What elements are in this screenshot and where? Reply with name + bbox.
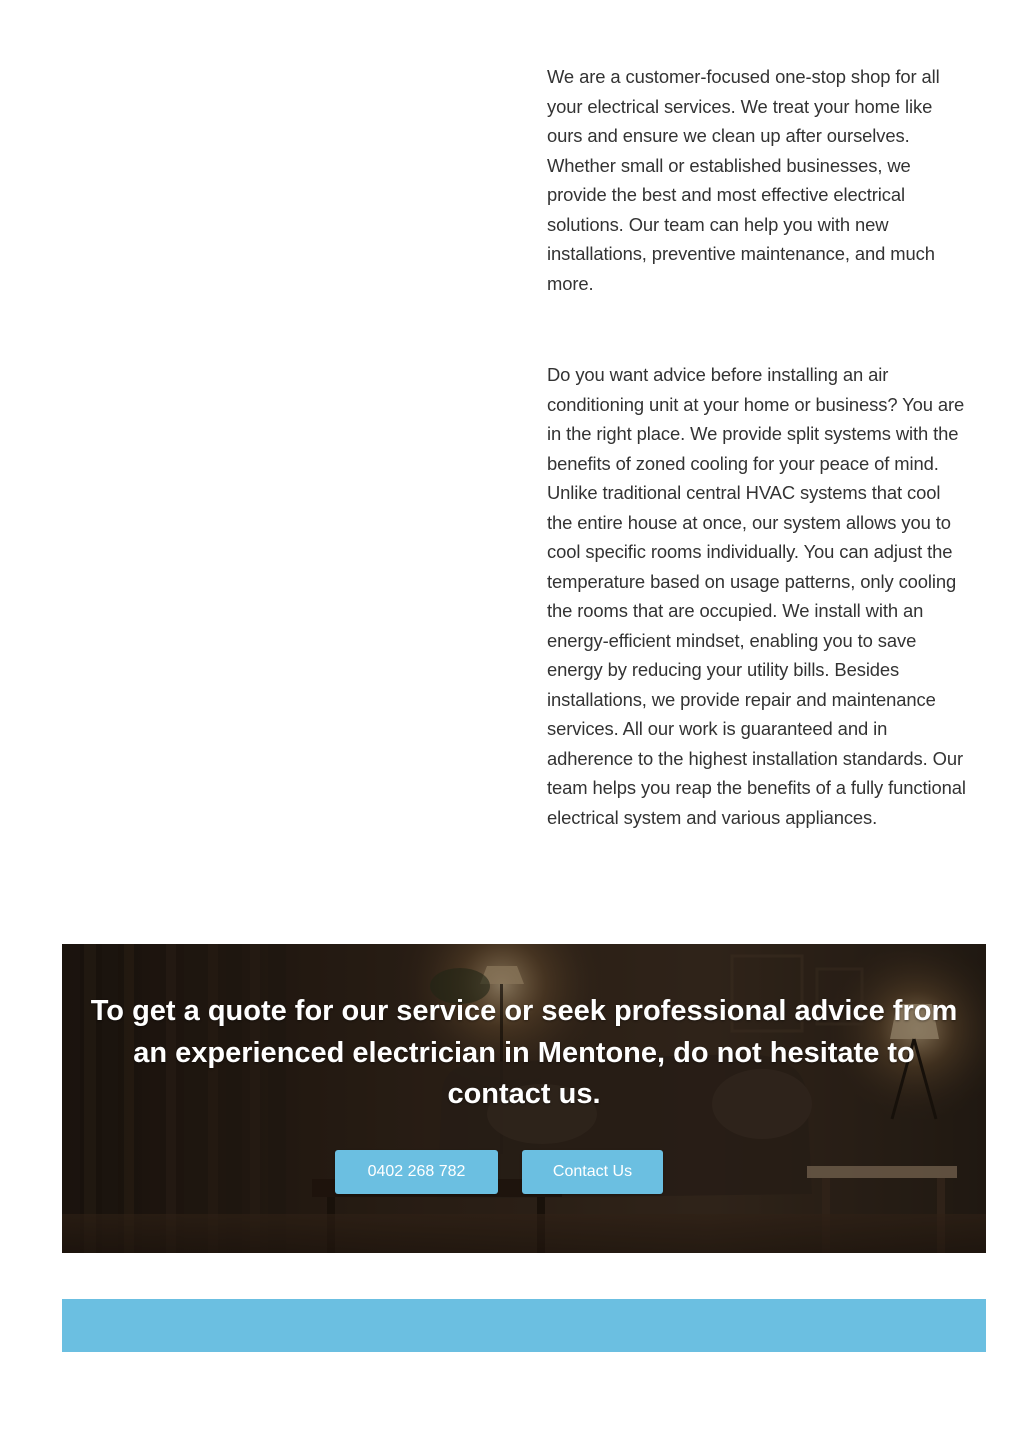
cta-heading: To get a quote for our service or seek professional advice from an experienced electrician in Mentone, do not hesitate to contact us.: [90, 995, 958, 1110]
intro-paragraph: We are a customer-focused one-stop shop for all your electrical services. We treat your home like ours and ensure we clean up after ourselves. Whether small or established businesses, we provide the best and most effective electrical solutions. Our team can help you with new installations, preventive maintenance, and much more.: [547, 66, 940, 294]
phone-button[interactable]: 0402 268 782: [335, 1150, 498, 1194]
cta-button-group: [62, 1150, 986, 1194]
contact-us-button[interactable]: Contact Us: [522, 1150, 663, 1194]
blue-footer-bar: [62, 1299, 986, 1352]
air-conditioning-paragraph: Do you want advice before installing an air conditioning unit at your home or business? You are in the right place. We provide split systems with the benefits of zoned cooling for your peace of mind. Unlike traditional central HVAC systems that cool the entire house at once, our system allows you to cool specific rooms individually. You can adjust the temperature based on usage patterns, only cooling the rooms that are occupied. We install with an energy-efficient mindset, enabling you to save energy by reducing your utility bills. Besides installations, we provide repair and maintenance services. All our work is guaranteed and in adherence to the highest installation standards. Our team helps you reap the benefits of a fully functional electrical system and various appliances.: [547, 364, 966, 828]
cta-banner: [62, 944, 986, 1253]
